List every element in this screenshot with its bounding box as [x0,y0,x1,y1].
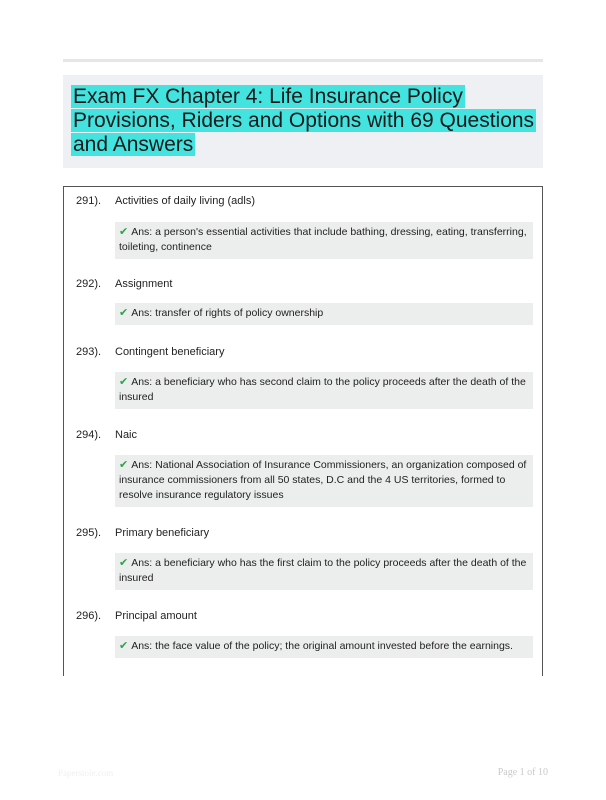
answer-text: Ans: the face value of the policy; the original amount invested before the earnings. [131,640,513,652]
question-text: Assignment [115,278,173,290]
check-icon: ✔ [119,376,129,388]
question-number: 296). [76,610,102,622]
top-divider [63,59,543,62]
answer-text: Ans: National Association of Insurance Commissioners, an organization composed of insurance commissioners from all 50 states, D.C and the 4 US territories, formed to resolve insurance regulatory issues [119,459,527,501]
answer-text: Ans: a beneficiary who has second claim to the policy proceeds after the death of the insured [119,376,526,403]
question-text: Naic [115,429,138,441]
question-text: Principal amount [115,610,197,622]
answer-text: Ans: a beneficiary who has the first claim to the policy proceeds after the death of the insured [119,557,527,584]
page-indicator: Page 1 of 10 [497,767,548,778]
question-text: Activities of daily living (adls) [115,195,255,207]
check-icon: ✔ [119,459,129,471]
qa-list [63,186,543,676]
answer-box [115,455,533,507]
answer-box [115,222,533,259]
check-icon: ✔ [119,226,129,238]
answer-text: Ans: a person's essential activities that include bathing, dressing, eating, transferring, toileting, continence [119,226,527,253]
question-number: 291). [76,195,102,207]
title-banner [63,75,543,168]
question-number: 295). [76,527,102,539]
answer-box [115,553,533,590]
question-number: 293). [76,346,102,358]
check-icon: ✔ [119,307,129,319]
answer-box [115,636,533,658]
question-text: Primary beneficiary [115,527,210,539]
question-number: 292). [76,278,102,290]
footer-watermark: Paperstole.com [58,768,114,778]
answer-box [115,372,533,409]
question-text: Contingent beneficiary [115,346,225,358]
answer-text: Ans: transfer of rights of policy ownership [131,307,324,319]
document-title: Exam FX Chapter 4: Life Insurance Policy Provisions, Riders and Options with 69 Questions and Answers [73,85,535,156]
check-icon: ✔ [119,557,129,569]
question-number: 294). [76,429,102,441]
answer-box [115,303,533,325]
check-icon: ✔ [119,640,129,652]
